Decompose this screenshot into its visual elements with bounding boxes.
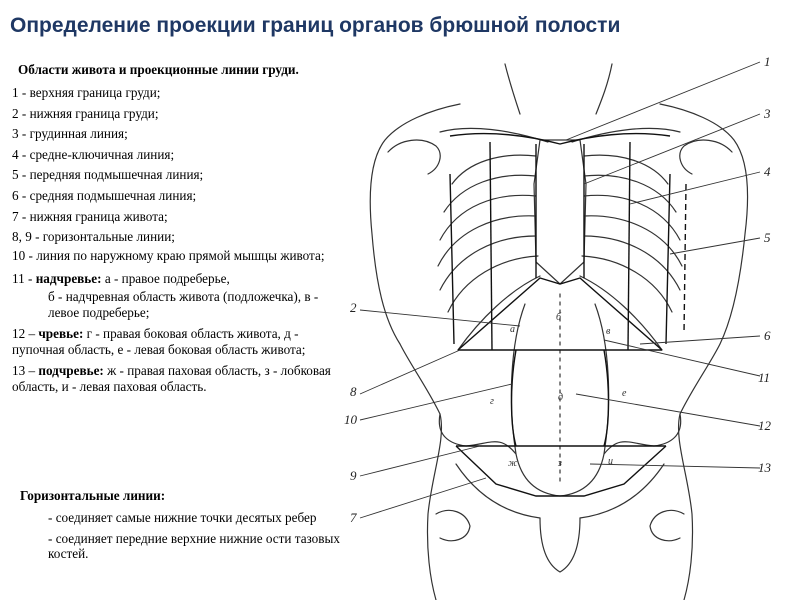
legend-text: нижняя граница груди;: [29, 105, 159, 121]
label-3: 3: [764, 106, 771, 121]
rib: [584, 195, 680, 240]
horizontal-line-1: - соединяет самые нижние точки десятых ребер: [48, 510, 317, 525]
femur-head: [650, 510, 684, 540]
leader-12: [576, 394, 760, 426]
legend-item-12: [12, 326, 342, 358]
legend-item-7: [12, 207, 342, 228]
legend-item-10: [12, 248, 342, 264]
legend-num: 12 –: [12, 326, 36, 342]
rib: [440, 195, 536, 240]
legend-text: передняя подмышечная линия;: [29, 167, 204, 183]
legend-item-4: [12, 145, 342, 166]
label-5: 5: [764, 230, 771, 245]
region-z: з: [558, 458, 562, 469]
legend-num: 3 -: [12, 126, 27, 142]
legend-num: 8, 9 -: [12, 229, 40, 245]
leader-5: [670, 238, 760, 254]
legend-num: 11 -: [12, 270, 33, 286]
line-upper-chest-border: [450, 134, 670, 144]
label-8: 8: [350, 384, 357, 399]
label-6: 6: [764, 328, 771, 343]
region-e: е: [622, 388, 627, 399]
horizontal-line-2: - соединяет передние верхние нижние ости тазовых костей.: [48, 530, 340, 561]
leader-13: [590, 464, 760, 468]
line-midclavicular-right: [628, 142, 630, 350]
legend-item-11: [12, 269, 342, 290]
legend-text: линия по наружному краю прямой мышцы живота;: [36, 247, 325, 263]
leader-2: [360, 310, 520, 326]
femur-head: [436, 510, 470, 540]
page-title: Определение проекции границ органов брюшной полости: [10, 14, 621, 37]
pelvis: [439, 414, 516, 454]
leader-7: [360, 478, 486, 518]
region-v: в: [606, 326, 611, 337]
label-1: 1: [764, 54, 771, 69]
leader-3: [584, 114, 760, 184]
label-12: 12: [758, 418, 771, 433]
legend-text: верхняя граница груди;: [29, 85, 161, 100]
genital-outline: [540, 518, 580, 572]
legend-num: 6 -: [12, 187, 27, 203]
legend-item-8-9: [12, 227, 342, 248]
label-2: 2: [350, 300, 357, 315]
legend-item-5: [12, 165, 342, 186]
leader-1: [566, 62, 760, 140]
legend-text: горизонтальные линии;: [42, 229, 175, 245]
region-a: а: [510, 324, 515, 335]
sternum: [534, 140, 586, 284]
legend-text: нижняя граница живота;: [29, 208, 168, 224]
label-10: 10: [344, 412, 357, 427]
legend-num: 4 -: [12, 146, 27, 162]
legend-text: средняя подмышечная линия;: [29, 187, 197, 203]
rib: [584, 155, 668, 184]
legend-num: 5 -: [12, 167, 27, 183]
label-9: 9: [350, 468, 357, 483]
legend-term: чревье:: [38, 326, 84, 342]
legend-text: ж - правая паховая область, з - лобковая область, и - левая паховая область.: [12, 363, 331, 395]
region-zh: ж: [508, 458, 518, 469]
legend-num: 2 -: [12, 105, 27, 121]
legend-num: 10 -: [12, 247, 33, 263]
legend-item-3: [12, 124, 342, 145]
legend-item-6: [12, 186, 342, 207]
line-lower-abdomen-border: [456, 446, 666, 496]
legend-num: 1 -: [12, 85, 27, 100]
leader-11: [604, 340, 760, 376]
rib: [452, 155, 536, 184]
legend-text: а - правое подреберье,: [104, 270, 230, 286]
label-7: 7: [350, 510, 357, 525]
region-b: б: [556, 312, 562, 323]
legend-num: 7 -: [12, 208, 27, 224]
legend-item-2: [12, 104, 342, 125]
body-outline: [370, 104, 460, 600]
label-11: 11: [758, 370, 771, 385]
legend-heading: Области живота и проекционные линии груди.: [18, 62, 299, 77]
leader-8: [360, 350, 460, 394]
line-mid-axillary: [684, 184, 686, 334]
legend-text: г - правая боковая область живота, д - пупочная область, е - левая боковая область живота;: [12, 326, 306, 358]
legend-item-13: [12, 363, 342, 395]
horizontal-lines-note: [14, 488, 344, 567]
legend-text: грудинная линия;: [29, 126, 128, 142]
shoulder-joint: [388, 140, 732, 174]
horizontal-heading: Горизонтальные линии:: [20, 488, 166, 503]
legend-term: надчревье:: [35, 270, 102, 286]
label-4: 4: [764, 164, 771, 179]
leader-6: [640, 336, 760, 344]
neck-outline: [505, 64, 612, 114]
legend-term: подчревье:: [38, 363, 104, 379]
legend-text: средне-ключичная линия;: [29, 146, 175, 162]
pelvis: [604, 414, 681, 454]
legend-item-11b: б - надчревная область живота (подложечка), в - левое подреберье;: [48, 289, 319, 321]
legend-item-1: [12, 83, 342, 104]
legend-num: 13 –: [12, 363, 36, 379]
torso-diagram: [340, 44, 780, 600]
region-g: г: [490, 396, 494, 407]
region-d: д: [558, 392, 564, 403]
line-midclavicular-left: [490, 142, 492, 350]
label-13: 13: [758, 460, 771, 475]
legend: [12, 62, 342, 400]
region-i: и: [608, 456, 613, 467]
